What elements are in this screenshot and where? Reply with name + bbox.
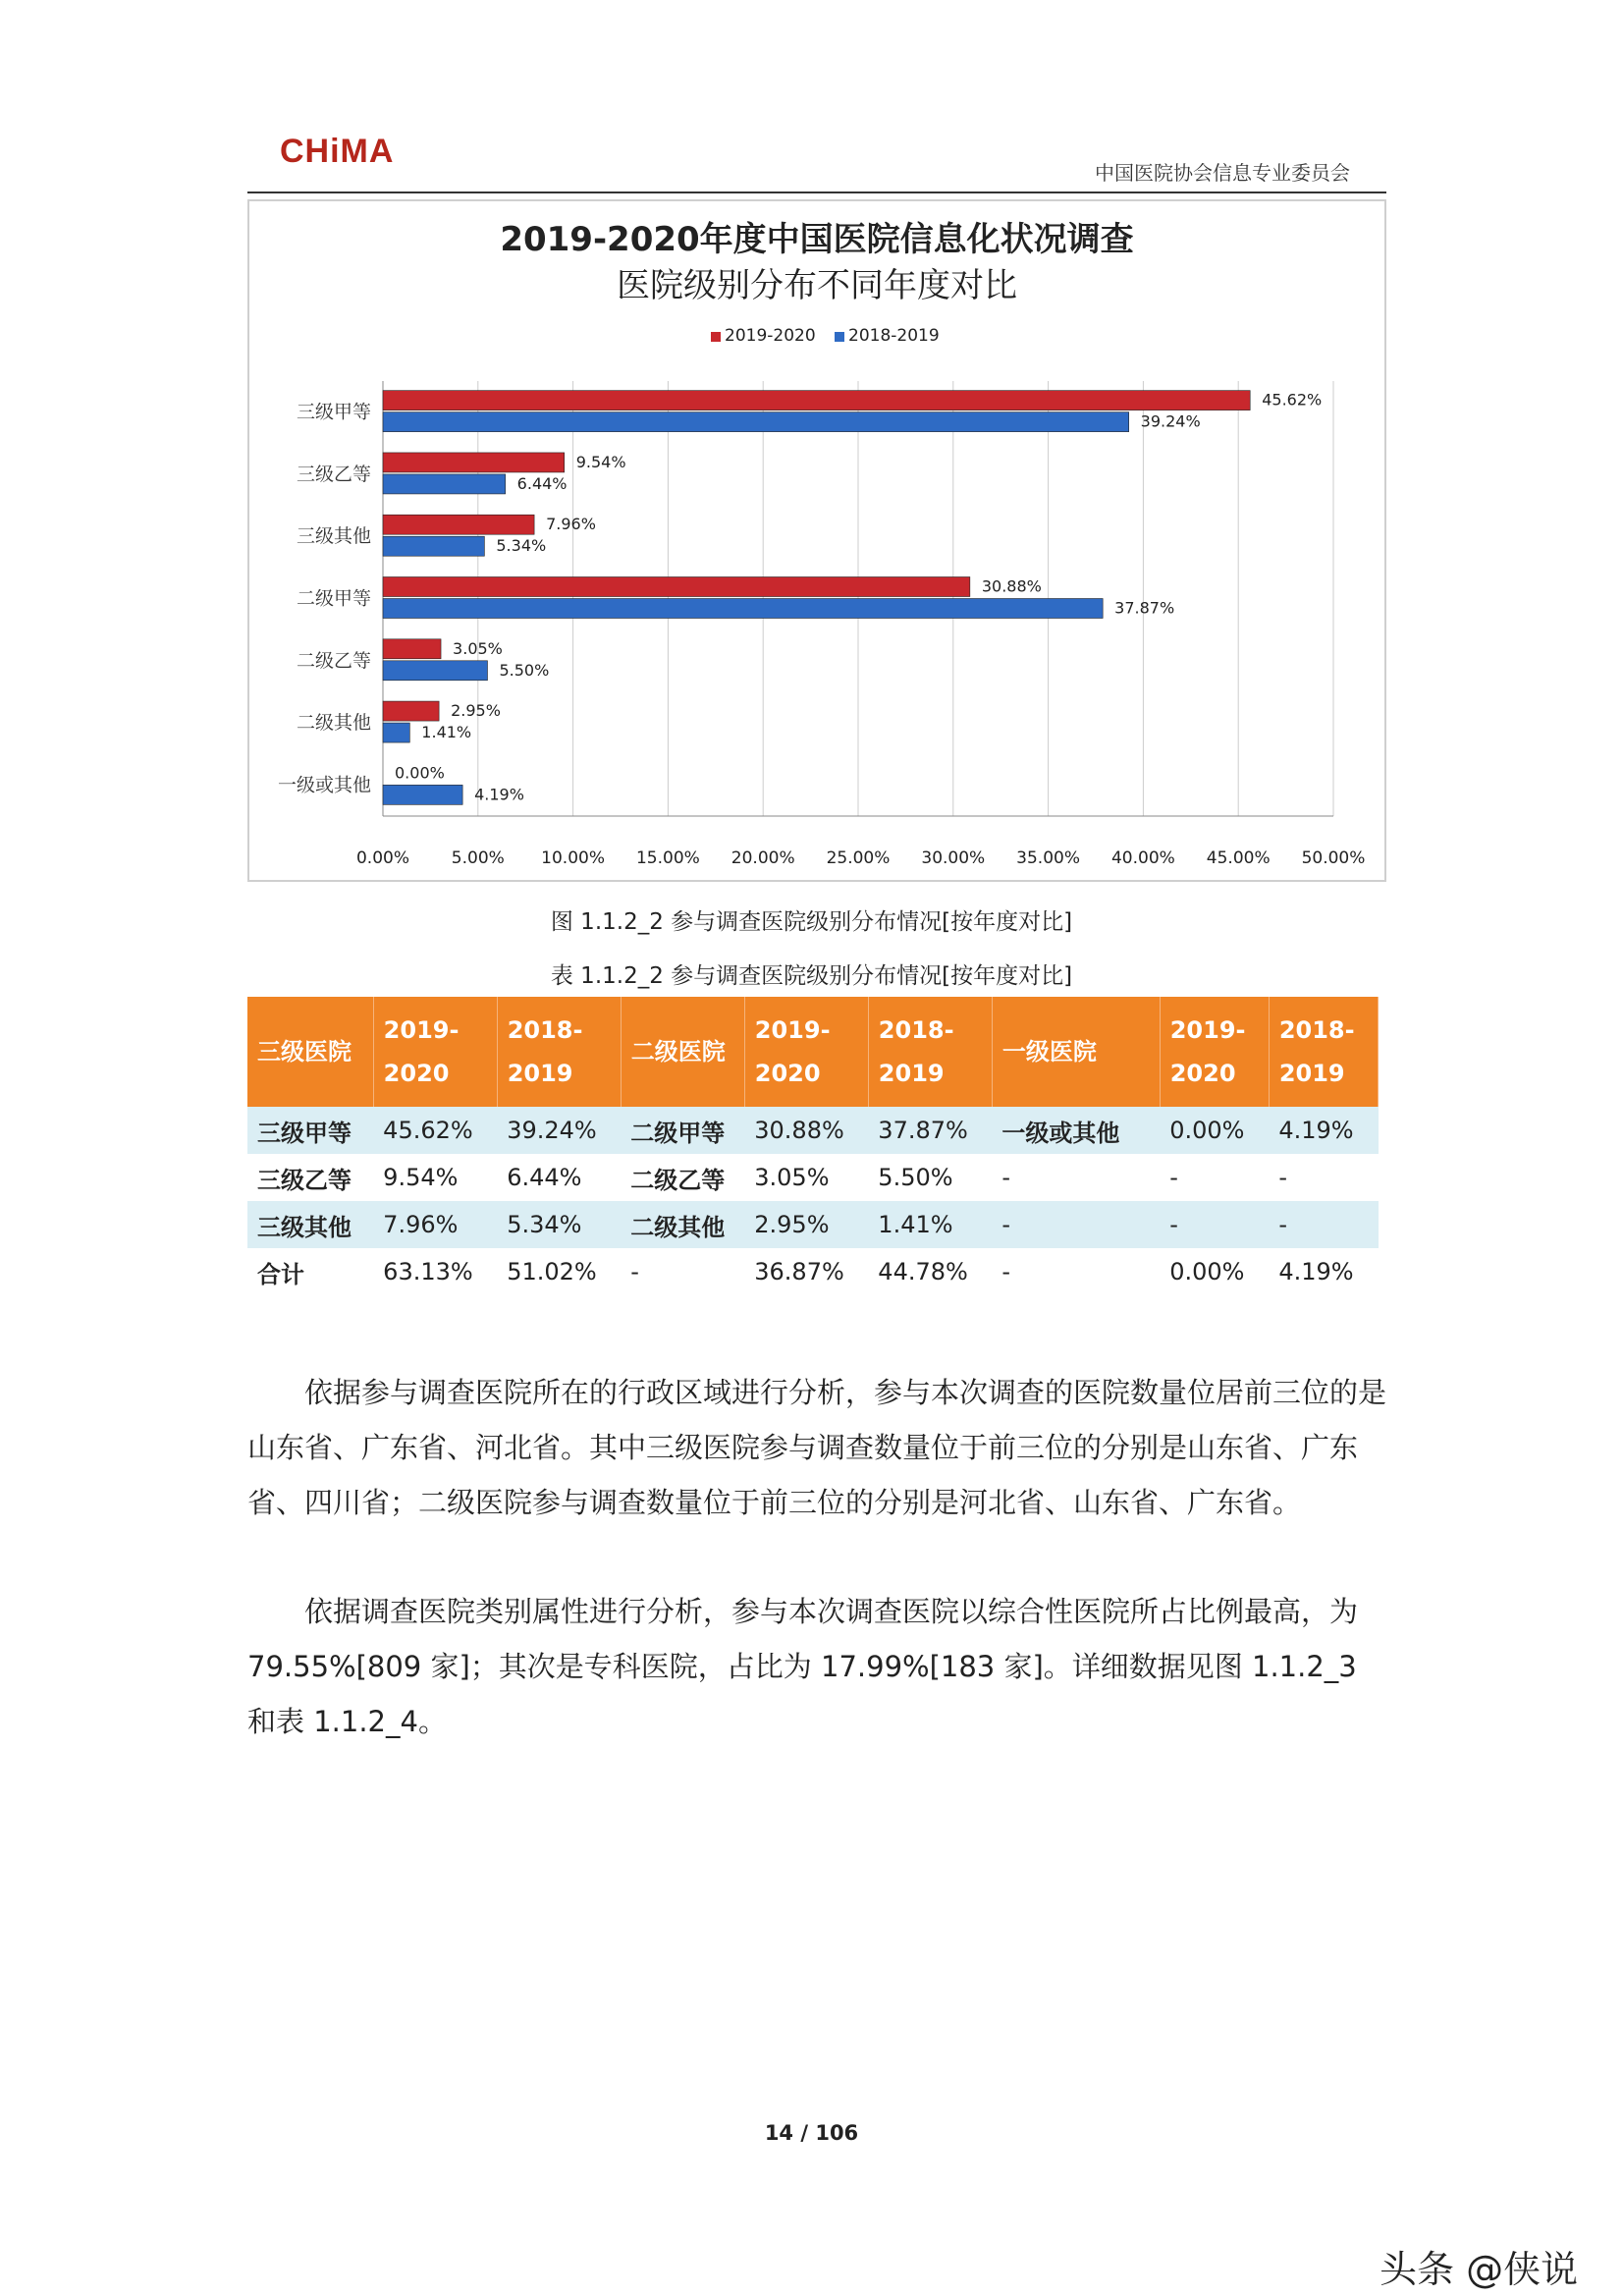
- data-label: 37.87%: [1114, 598, 1175, 618]
- table-cell: 6.44%: [497, 1154, 621, 1201]
- x-tick-label: 10.00%: [541, 848, 606, 868]
- bar-2019-2020: [383, 577, 970, 597]
- hospital-level-bar-chart: [249, 201, 1384, 880]
- table-cell: 44.78%: [868, 1248, 992, 1295]
- bar-2019-2020: [383, 515, 534, 534]
- table-header-cell: 三级医院: [247, 997, 373, 1107]
- table-cell: 51.02%: [497, 1248, 621, 1295]
- bar-2018-2019: [383, 785, 462, 804]
- table-cell: -: [1160, 1201, 1269, 1248]
- x-tick-label: 5.00%: [451, 848, 505, 868]
- x-tick-label: 35.00%: [1016, 848, 1081, 868]
- page-number: 14 / 106: [764, 2121, 859, 2145]
- table-header-cell: 2019- 2020: [1160, 997, 1269, 1107]
- table-cell: 二级其他: [621, 1201, 744, 1248]
- table-cell: -: [992, 1201, 1160, 1248]
- y-tick-label: 二级其他: [296, 712, 371, 735]
- data-label: 30.88%: [981, 576, 1042, 596]
- table-cell: 1.41%: [868, 1201, 992, 1248]
- x-tick-label: 20.00%: [730, 848, 795, 868]
- table-caption: 表 1.1.2_2 参与调查医院级别分布情况[按年度对比]: [550, 963, 1073, 989]
- table-cell: 4.19%: [1269, 1248, 1378, 1295]
- hospital-level-table: [247, 997, 1379, 1295]
- table-header-cell: 2018- 2019: [1269, 997, 1378, 1107]
- table-cell: -: [621, 1248, 744, 1295]
- bar-2019-2020: [383, 453, 565, 472]
- header-rule: [247, 191, 1386, 193]
- table-cell: 5.50%: [868, 1154, 992, 1201]
- table-row: [247, 1154, 1379, 1201]
- table-header-cell: 一级医院: [992, 997, 1160, 1107]
- table-cell: 0.00%: [1160, 1248, 1269, 1295]
- data-label: 45.62%: [1262, 390, 1323, 410]
- chima-logo: CHiMA: [280, 133, 395, 170]
- table-cell: 三级乙等: [247, 1154, 373, 1201]
- legend-swatch: [711, 332, 721, 342]
- bar-2018-2019: [383, 661, 487, 681]
- chart-container: [247, 199, 1386, 882]
- bar-2018-2019: [383, 412, 1129, 432]
- table-cell: -: [1269, 1201, 1378, 1248]
- legend-label: 2019-2020: [725, 326, 816, 346]
- bar-2018-2019: [383, 723, 409, 742]
- y-tick-label: 一级或其他: [277, 774, 371, 796]
- data-label: 7.96%: [546, 515, 596, 534]
- bar-2018-2019: [383, 536, 484, 556]
- bar-2019-2020: [383, 639, 441, 659]
- x-tick-label: 45.00%: [1206, 848, 1271, 868]
- table-body: [247, 1107, 1379, 1295]
- table-cell: 36.87%: [744, 1248, 868, 1295]
- table-cell: 30.88%: [744, 1107, 868, 1154]
- watermark: 头条 @侠说: [1380, 2248, 1579, 2291]
- paragraph-region: 依据参与调查医院所在的行政区域进行分析，参与本次调查的医院数量位居前三位的是山东省、广东省、河北省。其中三级医院参与调查数量位于前三位的分别是山东省、广东省、四川省；二级医院参与调查数量位于前三位的分别是河北省、山东省、广东省。: [247, 1376, 1387, 1519]
- table-header-cell: 二级医院: [621, 997, 744, 1107]
- table-cell: 0.00%: [1160, 1107, 1269, 1154]
- table-cell: -: [992, 1248, 1160, 1295]
- x-tick-label: 0.00%: [355, 848, 410, 868]
- x-tick-label: 30.00%: [921, 848, 986, 868]
- bar-2019-2020: [383, 701, 439, 721]
- y-tick-label: 二级甲等: [296, 587, 371, 610]
- paragraph-category: 依据调查医院类别属性进行分析，参与本次调查医院以综合性医院所占比例最高，为79.55%[809 家]；其次是专科医院，占比为 17.99%[183 家]。详细数据见图 1.1.2_3 和表 1.1.2_4。: [247, 1595, 1359, 1738]
- table-cell: 二级乙等: [621, 1154, 744, 1201]
- bar-2018-2019: [383, 474, 506, 494]
- data-label: 4.19%: [474, 785, 524, 804]
- legend-swatch: [835, 332, 844, 342]
- table-header-cell: 2018- 2019: [868, 997, 992, 1107]
- chart-subtitle: 医院级别分布不同年度对比: [617, 266, 1017, 305]
- table-row: [247, 1107, 1379, 1154]
- table-cell: 4.19%: [1269, 1107, 1378, 1154]
- table-cell: 37.87%: [868, 1107, 992, 1154]
- y-tick-label: 三级其他: [296, 525, 371, 548]
- data-label: 5.50%: [499, 660, 550, 680]
- bar-2019-2020: [383, 391, 1250, 410]
- y-tick-label: 二级乙等: [296, 649, 371, 672]
- x-tick-label: 40.00%: [1110, 848, 1175, 868]
- x-tick-label: 25.00%: [826, 848, 891, 868]
- chart-title: 2019-2020年度中国医院信息化状况调查: [500, 220, 1134, 259]
- y-tick-label: 三级乙等: [296, 463, 371, 485]
- table-cell: 5.34%: [497, 1201, 621, 1248]
- organization-name: 中国医院协会信息专业委员会: [1095, 161, 1350, 185]
- table-row: [247, 1201, 1379, 1248]
- table-row: [247, 1248, 1379, 1295]
- table-cell: 二级甲等: [621, 1107, 744, 1154]
- figure-caption: 图 1.1.2_2 参与调查医院级别分布情况[按年度对比]: [550, 909, 1073, 935]
- bar-2018-2019: [383, 599, 1103, 619]
- table-header-cell: 2019- 2020: [373, 997, 497, 1107]
- table-cell: 63.13%: [373, 1248, 497, 1295]
- table-cell: 45.62%: [373, 1107, 497, 1154]
- data-label: 1.41%: [421, 723, 472, 742]
- table-cell: 一级或其他: [992, 1107, 1160, 1154]
- data-label: 5.34%: [496, 536, 547, 556]
- table-cell: 39.24%: [497, 1107, 621, 1154]
- table-cell: -: [1269, 1154, 1378, 1201]
- table-cell: 7.96%: [373, 1201, 497, 1248]
- table-header-row: [247, 997, 1379, 1107]
- table-cell: 2.95%: [744, 1201, 868, 1248]
- data-label: 9.54%: [575, 452, 626, 471]
- y-tick-label: 三级甲等: [296, 401, 371, 423]
- data-label: 2.95%: [451, 701, 501, 721]
- data-label: 0.00%: [395, 763, 445, 783]
- table-cell: 三级甲等: [247, 1107, 373, 1154]
- table-cell: -: [1160, 1154, 1269, 1201]
- legend-label: 2018-2019: [848, 326, 940, 346]
- table-header-cell: 2019- 2020: [744, 997, 868, 1107]
- data-label: 39.24%: [1140, 411, 1201, 431]
- table-cell: 3.05%: [744, 1154, 868, 1201]
- table-cell: 三级其他: [247, 1201, 373, 1248]
- table-cell: -: [992, 1154, 1160, 1201]
- data-label: 3.05%: [453, 638, 503, 658]
- table-cell: 合计: [247, 1248, 373, 1295]
- table-header-cell: 2018- 2019: [497, 997, 621, 1107]
- x-tick-label: 50.00%: [1301, 848, 1366, 868]
- table-cell: 9.54%: [373, 1154, 497, 1201]
- x-tick-label: 15.00%: [635, 848, 700, 868]
- data-label: 6.44%: [516, 473, 568, 493]
